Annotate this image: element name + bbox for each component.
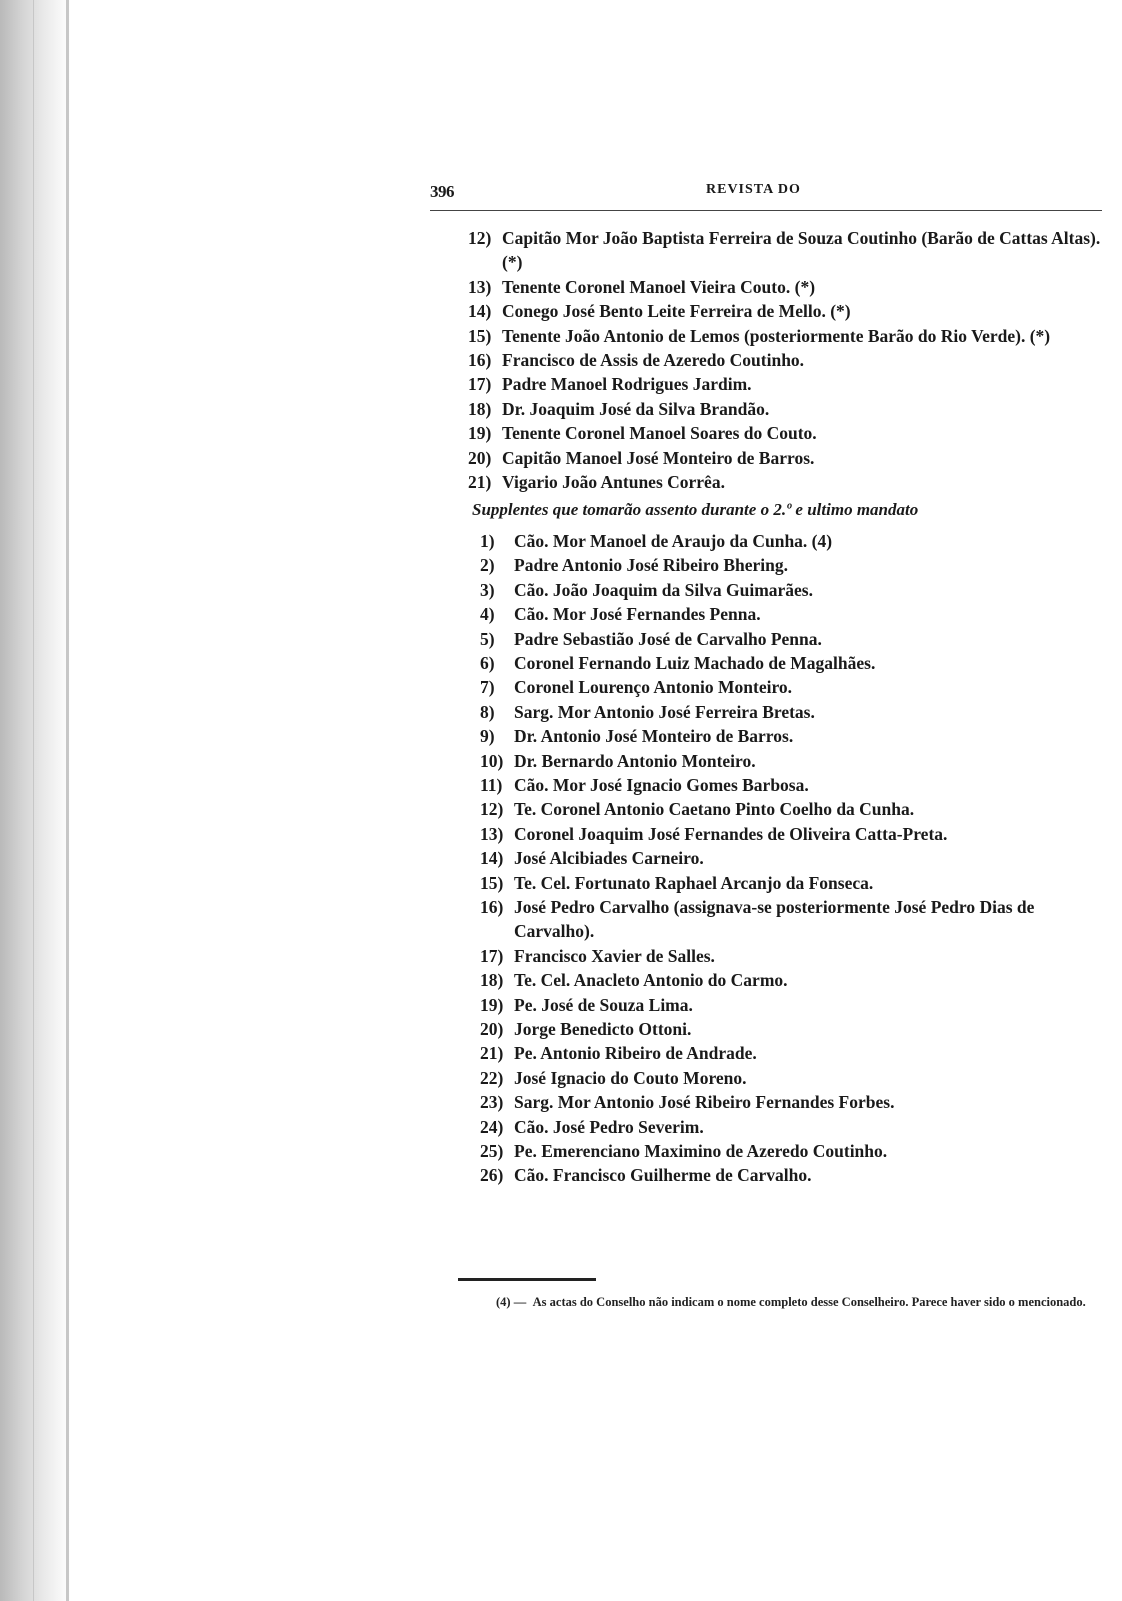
- list-item-number: 7): [480, 677, 495, 698]
- list-item-number: 18): [480, 970, 504, 991]
- list-item: [468, 299, 1108, 323]
- list-item: [480, 822, 1108, 846]
- list-item-number: 26): [480, 1165, 504, 1186]
- list-item-number: 15): [468, 325, 492, 346]
- list-item-text: Coronel Fernando Luiz Machado de Magalhães.: [514, 652, 876, 673]
- list-item: [480, 1139, 1108, 1163]
- list-item: [480, 1041, 1108, 1065]
- list-item-text: Cão. João Joaquim da Silva Guimarães.: [514, 579, 813, 600]
- list-item-number: 22): [480, 1067, 504, 1088]
- list-item-text: José Pedro Carvalho (assignava-se posteriormente José Pedro Dias de Carvalho).: [514, 896, 1035, 942]
- list-item: [468, 446, 1108, 470]
- list-item: [480, 553, 1108, 577]
- list-item: [468, 226, 1108, 275]
- list-item: [468, 421, 1108, 445]
- list-item-number: 13): [480, 823, 504, 844]
- list-item-text: Cão. Mor José Fernandes Penna.: [514, 604, 761, 625]
- list-item-text: Padre Antonio José Ribeiro Bhering.: [514, 555, 789, 576]
- list-item-text: Francisco de Assis de Azeredo Coutinho.: [502, 350, 805, 371]
- list-item-number: 20): [468, 447, 492, 468]
- list-item-text: Cão. Francisco Guilherme de Carvalho.: [514, 1165, 812, 1186]
- list-item: [468, 275, 1108, 299]
- list-item: [480, 1090, 1108, 1114]
- list-item-text: Pe. José de Souza Lima.: [514, 994, 693, 1015]
- list-item-text: Capitão Mor João Baptista Ferreira de Souza Coutinho (Barão de Cattas Altas). (*): [502, 228, 1101, 273]
- gutter-faint-line: [33, 0, 34, 1601]
- list-item-text: Tenente Coronel Manoel Vieira Couto. (*): [502, 276, 816, 297]
- list-item-text: Padre Manoel Rodrigues Jardim.: [502, 374, 752, 395]
- list-item: [480, 1163, 1108, 1187]
- list-item-number: 12): [480, 799, 504, 820]
- supplentes-list: [468, 529, 1108, 1188]
- list-item-number: 17): [480, 945, 504, 966]
- list-item: [480, 724, 1108, 748]
- footnote-rule: [458, 1278, 596, 1281]
- list-item-number: 16): [468, 350, 492, 371]
- page-body: [468, 226, 1108, 1188]
- list-item-text: Pe. Antonio Ribeiro de Andrade.: [514, 1043, 757, 1064]
- list-item-text: Capitão Manoel José Monteiro de Barros.: [502, 447, 815, 468]
- running-head: REVISTA DO: [706, 182, 801, 197]
- list-item: [468, 372, 1108, 396]
- list-item: [468, 324, 1108, 348]
- list-item-text: Francisco Xavier de Salles.: [514, 945, 715, 966]
- list-item-text: Te. Cel. Fortunato Raphael Arcanjo da Fonseca.: [514, 872, 874, 893]
- list-item-text: Tenente Coronel Manoel Soares do Couto.: [502, 423, 817, 444]
- list-item: [480, 529, 1108, 553]
- list-item: [480, 627, 1108, 651]
- list-item-number: 2): [480, 555, 495, 576]
- list-item: [480, 895, 1108, 944]
- page-header: [430, 180, 1102, 211]
- list-item: [480, 944, 1108, 968]
- list-item-text: Cão. José Pedro Severim.: [514, 1116, 704, 1137]
- list-item-text: Vigario João Antunes Corrêa.: [502, 472, 725, 493]
- list-item-number: 21): [480, 1043, 504, 1064]
- list-item-number: 1): [480, 530, 495, 551]
- footnote-mark: (4) —: [496, 1295, 527, 1309]
- list-item: [480, 968, 1108, 992]
- list-item-text: Coronel Lourenço Antonio Monteiro.: [514, 677, 793, 698]
- list-item-text: Dr. Antonio José Monteiro de Barros.: [514, 726, 794, 747]
- list-item-number: 16): [480, 896, 504, 917]
- list-item: [468, 470, 1108, 494]
- list-item-text: Te. Cel. Anacleto Antonio do Carmo.: [514, 970, 788, 991]
- list-item-text: Padre Sebastião José de Carvalho Penna.: [514, 628, 822, 649]
- list-item-number: 9): [480, 726, 495, 747]
- list-item-number: 6): [480, 652, 495, 673]
- list-item-number: 25): [480, 1141, 504, 1162]
- list-item: [480, 846, 1108, 870]
- list-item-text: Cão. Mor José Ignacio Gomes Barbosa.: [514, 774, 809, 795]
- list-item-number: 18): [468, 398, 492, 419]
- list-item-number: 24): [480, 1116, 504, 1137]
- section-title: Supplentes que tomarão assento durante o 2.º e ultimo mandato: [472, 500, 919, 520]
- list-item-number: 10): [480, 750, 504, 771]
- council-member-list: [468, 226, 1108, 494]
- list-item-number: 19): [468, 423, 492, 444]
- list-item-text: Cão. Mor Manoel de Araujo da Cunha. (4): [514, 530, 833, 551]
- list-item: [480, 651, 1108, 675]
- list-item-text: Dr. Joaquim José da Silva Brandão.: [502, 398, 770, 419]
- list-item: [480, 773, 1108, 797]
- list-item-text: Coronel Joaquim José Fernandes de Oliveira Catta-Preta.: [514, 823, 948, 844]
- list-item: [480, 700, 1108, 724]
- list-item: [480, 797, 1108, 821]
- list-item-text: Dr. Bernardo Antonio Monteiro.: [514, 750, 756, 771]
- list-item-text: Sarg. Mor Antonio José Ferreira Bretas.: [514, 701, 815, 722]
- list-item-number: 12): [468, 228, 492, 248]
- list-item: [468, 397, 1108, 421]
- list-item: [468, 348, 1108, 372]
- list-item-text: José Alcibiades Carneiro.: [514, 848, 704, 869]
- list-item-number: 15): [480, 872, 504, 893]
- list-item-number: 14): [468, 301, 492, 322]
- list-item-text: Tenente João Antonio de Lemos (posteriormente Barão do Rio Verde). (*): [502, 325, 1051, 346]
- list-item-number: 17): [468, 374, 492, 395]
- list-item: [480, 602, 1108, 626]
- list-item: [480, 1115, 1108, 1139]
- list-item-text: Conego José Bento Leite Ferreira de Mello. (*): [502, 301, 851, 322]
- list-item-number: 8): [480, 701, 495, 722]
- footnote-text: As actas do Conselho não indicam o nome completo desse Conselheiro. Parece haver sido o mencionado.: [532, 1295, 1086, 1309]
- list-item: [480, 675, 1108, 699]
- list-item: [480, 1066, 1108, 1090]
- list-item: [480, 749, 1108, 773]
- list-item: [480, 1017, 1108, 1041]
- footnote: [496, 1291, 1102, 1313]
- list-item: [480, 871, 1108, 895]
- list-item-number: 14): [480, 848, 504, 869]
- list-item-number: 4): [480, 604, 495, 625]
- list-item-text: Sarg. Mor Antonio José Ribeiro Fernandes Forbes.: [514, 1092, 895, 1113]
- list-item-number: 23): [480, 1092, 504, 1113]
- list-item-text: Te. Coronel Antonio Caetano Pinto Coelho da Cunha.: [514, 799, 915, 820]
- page-number: 396: [430, 182, 454, 201]
- list-item-number: 13): [468, 276, 492, 297]
- list-item-number: 3): [480, 579, 495, 600]
- list-item: [480, 578, 1108, 602]
- list-item: [480, 993, 1108, 1017]
- list-item-text: Jorge Benedicto Ottoni.: [514, 1019, 692, 1039]
- gutter-shadow-line: [66, 0, 69, 1601]
- list-item-number: 20): [480, 1019, 504, 1039]
- list-item-number: 11): [480, 774, 503, 795]
- scan-gutter: [0, 0, 70, 1601]
- list-item-text: José Ignacio do Couto Moreno.: [514, 1067, 747, 1088]
- list-item-number: 5): [480, 628, 495, 649]
- list-item-number: 21): [468, 472, 492, 493]
- list-item-text: Pe. Emerenciano Maximino de Azeredo Coutinho.: [514, 1141, 888, 1162]
- list-item-number: 19): [480, 994, 504, 1015]
